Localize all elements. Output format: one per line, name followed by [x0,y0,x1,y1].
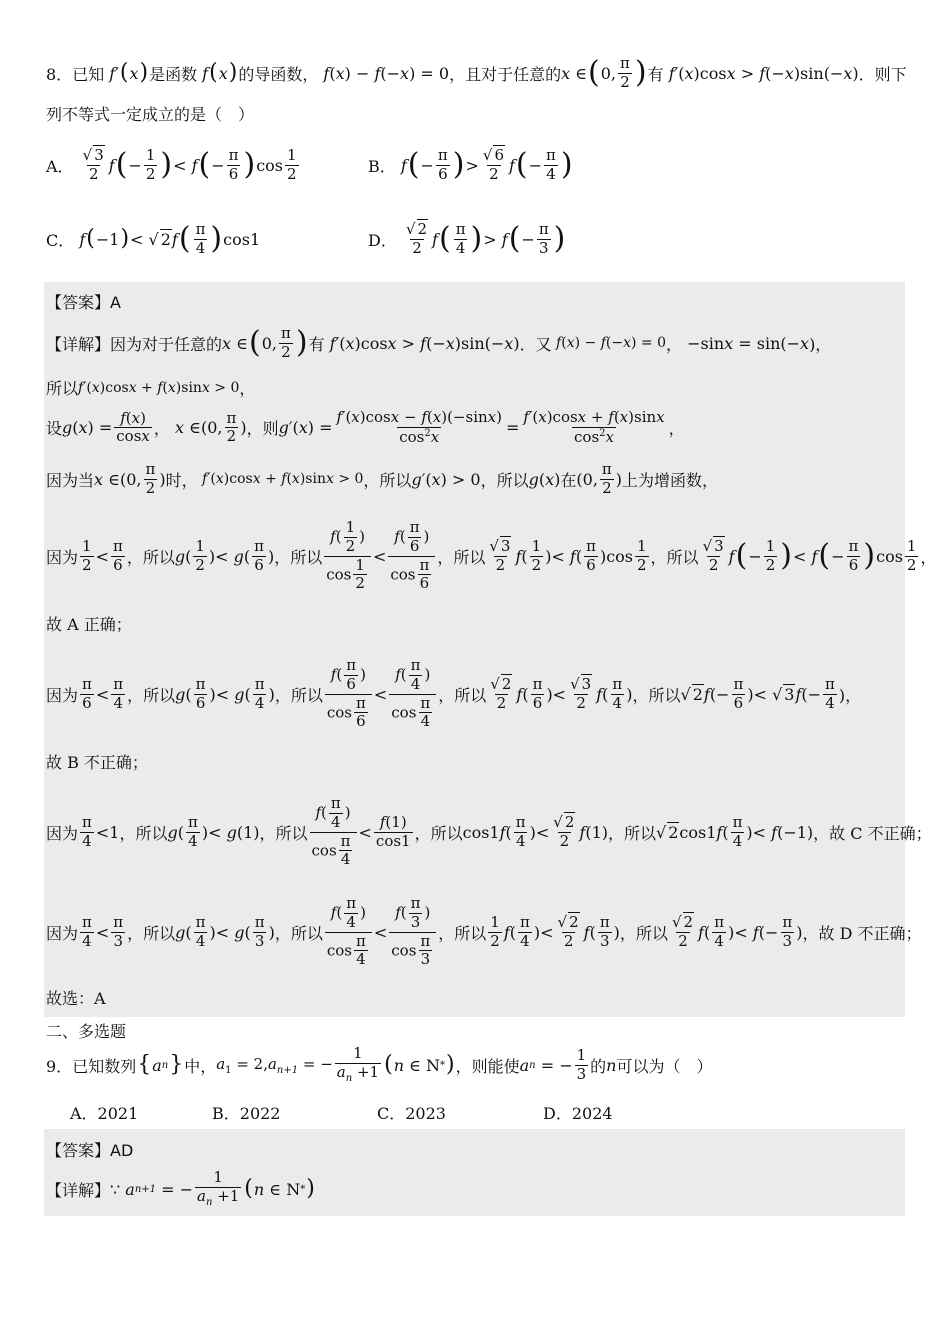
q8-detail-c: 因为 $\frac{\pi}{4}$ <1 ，所以 g ( $\frac{\pi}{4}$ )< g (1) ，所以 f( $\frac{\pi}{4}$ ) cos $\frac{\pi}{4}$ < $\frac{f(1)}{\cos 1}$ ，所以 cos1 f ( $\frac{\pi}{4}$ )< $\frac{√ 2}{2}$ f (1) ，所以 √ 2 cos1 f ( $\frac{\pi}{4}$ )< f (−1) ，故 C 不正确； [46,794,932,869]
q8-option-a: A． $\frac{√ 3}{2}$ f ( − $\frac{1}{2}$ ) < f ( − $\frac{\pi}{6}$ ) cos $\frac{1}{2}$ [46,146,297,183]
q8-answer: 【答案】A [46,293,121,312]
q9-option-c: C．2023 [377,1104,446,1123]
section-heading: 二、多选题 [46,1022,127,1041]
q9-option-a: A．2021 [70,1104,139,1123]
q8-a-conclusion: 故 A 正确； [46,615,132,634]
q8-number: 8． [46,64,73,84]
q9-answer: 【答案】AD [46,1141,134,1160]
q8-detail-line4: 因为当 x ∈(0, $\frac{\pi}{2}$ ) 时， f′(x)cosx + f(x)sinx > 0 ，所以 g′ ( x ) > 0 ，所以 g ( x ) 在 (0, $\frac{\pi}{2}$ ) 上为增函数， [46,460,719,497]
q8-detail-line3: 设 g ( x ) = $\frac{f(x)}{\cos x}$ ， x ∈(0, $\frac{\pi}{2}$ ) ，则 g′ ( x ) = $\frac{f'(x)\cos x - f(x)(-\sin x)}{\cos^2x}$ = $\frac{f'(x)\cos x + f(x)\sin x}{\cos^2x}$ ， [46,408,685,446]
q9-option-b: B．2022 [212,1104,281,1123]
q8-option-b: B． f ( − $\frac{\pi}{6}$ ) > $\frac{√ 6}{2}$ f ( − $\frac{\pi}{4}$ ) [368,146,573,183]
q8-detail-line2: 所以 f′ ( x )cos x + f ( x )sin x > 0 ， [46,379,256,398]
q8-b-conclusion: 故 B 不正确； [46,753,148,772]
q8-option-d: D． $\frac{√ 2}{2}$ f ( $\frac{\pi}{4}$ ) > f ( − $\frac{\pi}{3}$ ) [368,220,566,257]
q8-stem-line1: 8． 已知 f′ ( x ) 是函数 f ( x ) 的导函数， f ( x ) − f (− x ) = 0 ，且对于任意的 x ∈ ( 0, $\frac{\pi}{2}$ ) 有 f′ ( x )cos x > f (− x )sin(− x ) ．则下 [46,54,907,91]
q8-detail-d: 因为 $\frac{\pi}{4}$ < $\frac{\pi}{3}$ ，所以 g ( $\frac{\pi}{4}$ )< g ( $\frac{\pi}{3}$ ) ，所以 f( $\frac{\pi}{4}$ ) cos $\frac{\pi}{4}$ < f( $\frac{\pi}{3}$ ) cos $\frac{\pi}{3}$ ，所以 $\frac{1}{2}$ f ( $\frac{\pi}{4}$ )< $\frac{√ 2}{2}$ f ( $\frac{\pi}{3}$ ) ，所以 $\frac{√ 2}{2}$ f ( $\frac{\pi}{4}$ )< f (− $\frac{\pi}{3}$ ) ，故 D 不正确； [46,894,922,969]
q8-detail-b: 因为 $\frac{\pi}{6}$ < $\frac{\pi}{4}$ ，所以 g ( $\frac{\pi}{6}$ )< g ( $\frac{\pi}{4}$ ) ，所以 f( $\frac{\pi}{6}$ ) cos $\frac{\pi}{6}$ < f( $\frac{\pi}{4}$ ) cos $\frac{\pi}{4}$ ，所以 $\frac{√ 2}{2}$ f ( $\frac{\pi}{6}$ )< $\frac{√ 3}{2}$ f ( $\frac{\pi}{4}$ ) ，所以 √ 2 f (− $\frac{\pi}{6}$ )< √ 3 f (− $\frac{\pi}{4}$ )， [46,656,862,731]
q9-option-d: D．2024 [543,1104,613,1123]
q8-option-c: C． f ( −1 ) < √ 2 f ( $\frac{\pi}{4}$ ) cos1 [46,220,261,257]
q8-stem-line2: 列不等式一定成立的是（ ） [46,105,255,124]
q8-detail-a: 因为 $\frac{1}{2}$ < $\frac{\pi}{6}$ ，所以 g ( $\frac{1}{2}$ )< g ( $\frac{\pi}{6}$ ) ，所以 f( $\frac{1}{2}$ ) cos $\frac{1}{2}$ < f( $\frac{\pi}{6}$ ) cos $\frac{\pi}{6}$ ，所以 $\frac{√ 3}{2}$ f ( $\frac{1}{2}$ )< f ( $\frac{\pi}{6}$ )cos $\frac{1}{2}$ ，所以 $\frac{√ 3}{2}$ f ( − $\frac{1}{2}$ ) < f ( − $\frac{\pi}{6}$ ) cos $\frac{1}{2}$ ， [46,518,937,593]
q8-detail-line1: 【详解】 因为对于任意的 x ∈ ( 0, $\frac{\pi}{2}$ ) 有 f′ ( x )cos x > f (− x )sin(− x ) ．又 f(x) − f(−x) = 0 ， −sin x = sin(− x )， [46,324,832,361]
q8-choose: 故选：A [46,989,106,1008]
q9-stem: 9． 已知数列 { a n } 中， $a_1 = 2,a_{n+1}$ = − $\frac{1}{a_n +1}$ ( n ∈ N * ) ，则能使 a n = − $\frac{1}{3}$ 的 n 可以为（ ） [46,1044,713,1084]
q9-detail-line1: 【详解】 ∵ a n+1 = − $\frac{1}{a_n +1}$ ( n ∈ N * ) [46,1168,315,1208]
